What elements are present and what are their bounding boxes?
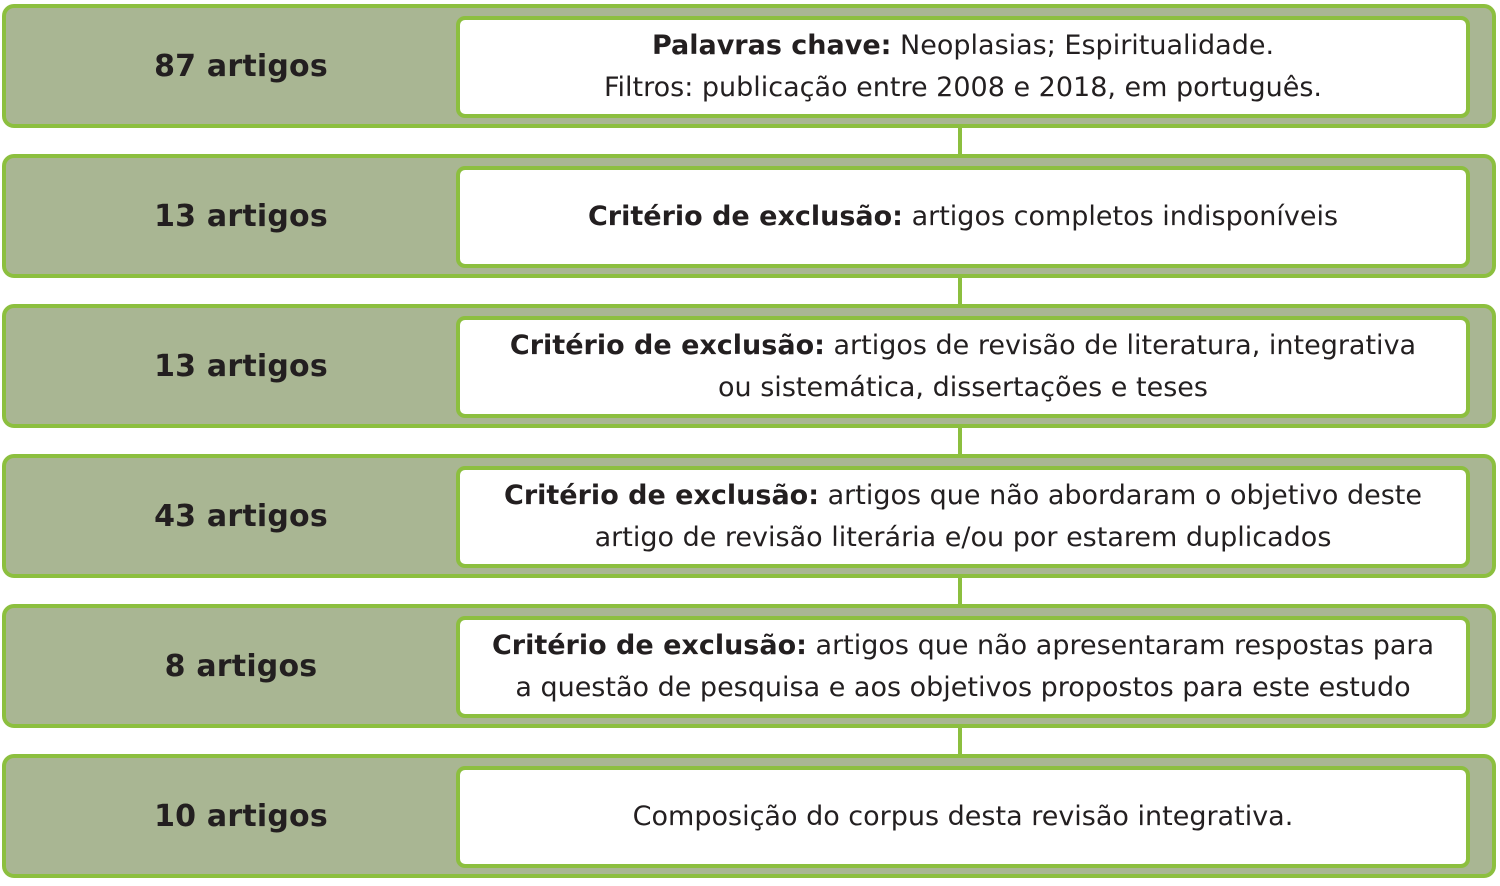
criterion-text: artigos completos indisponíveis — [902, 201, 1339, 232]
step-description — [456, 316, 1470, 418]
description-line — [588, 196, 1338, 238]
step-row-4 — [2, 454, 1496, 578]
description-line — [504, 475, 1422, 517]
step-description — [456, 466, 1470, 568]
step-description — [456, 16, 1470, 118]
description-line — [595, 517, 1332, 559]
criterion-label: Critério de exclusão: — [491, 630, 807, 661]
step-row-2 — [2, 154, 1496, 278]
criterion-label: Critério de exclusão: — [504, 480, 820, 511]
step-description — [456, 766, 1470, 868]
criterion-text: artigos que não abordaram o objetivo deste — [819, 480, 1422, 511]
step-count: 8 artigos — [164, 648, 318, 684]
step-count: 43 artigos — [154, 498, 328, 534]
criterion-label: Palavras chave: — [651, 30, 892, 61]
description-line — [510, 325, 1416, 367]
step-description — [456, 616, 1470, 718]
criterion-text: ou sistemática, dissertações e teses — [718, 372, 1208, 403]
criterion-text: artigos de revisão de literatura, integrativa — [824, 330, 1417, 361]
criterion-label: Critério de exclusão: — [509, 330, 825, 361]
description-line — [604, 67, 1322, 109]
step-count: 13 artigos — [154, 348, 328, 384]
description-line — [492, 625, 1434, 667]
step-description — [456, 166, 1470, 268]
step-count: 13 artigos — [154, 198, 328, 234]
criterion-text: Filtros: publicação entre 2008 e 2018, em português. — [603, 72, 1323, 103]
description-line — [515, 667, 1410, 709]
criterion-text: Composição do corpus desta revisão integrativa. — [632, 801, 1294, 832]
description-line — [652, 25, 1274, 67]
criterion-text: a questão de pesquisa e aos objetivos propostos para este estudo — [515, 672, 1411, 703]
step-row-5 — [2, 604, 1496, 728]
step-count: 10 artigos — [154, 798, 328, 834]
step-count: 87 artigos — [154, 48, 328, 84]
criterion-label: Critério de exclusão: — [587, 201, 903, 232]
step-row-6 — [2, 754, 1496, 878]
description-line — [718, 367, 1208, 409]
criterion-text: artigos que não apresentaram respostas para — [806, 630, 1435, 661]
step-row-1 — [2, 4, 1496, 128]
criterion-text: Neoplasias; Espiritualidade. — [891, 30, 1275, 61]
step-row-3 — [2, 304, 1496, 428]
criterion-text: artigo de revisão literária e/ou por estarem duplicados — [594, 522, 1332, 553]
description-line — [633, 796, 1294, 838]
